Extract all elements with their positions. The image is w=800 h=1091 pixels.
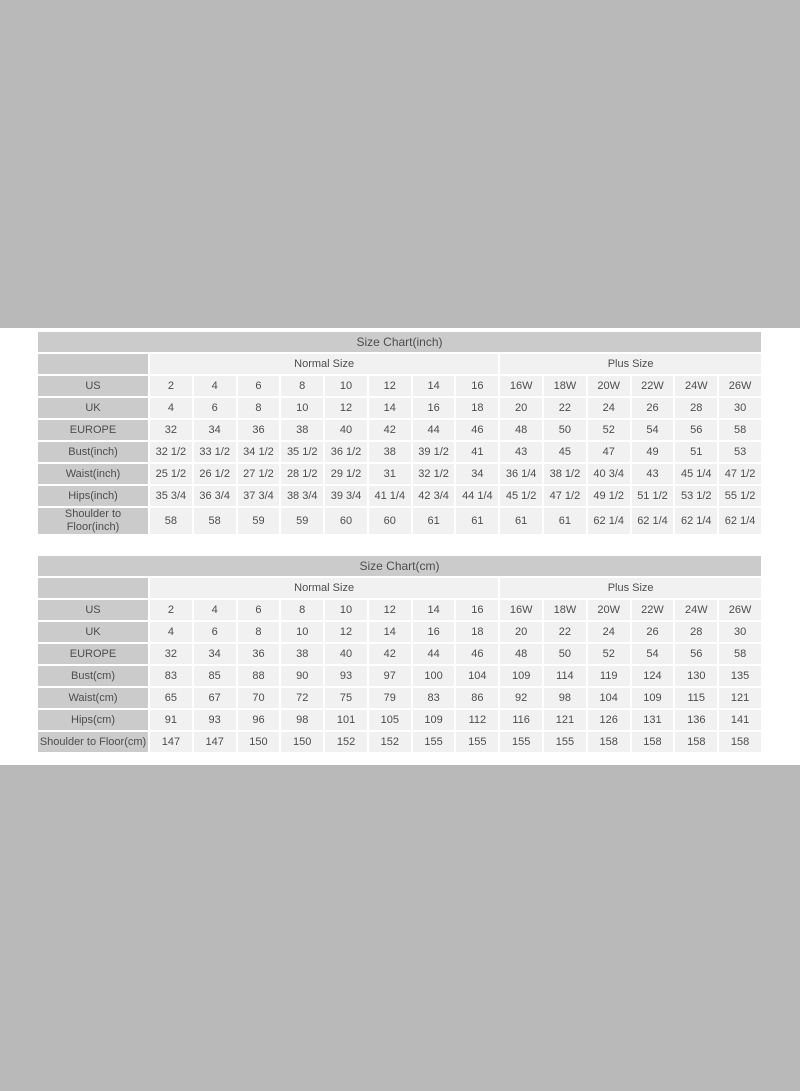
table-cell: 12 <box>369 376 411 396</box>
table-cell: 42 <box>369 420 411 440</box>
table-cell: 6 <box>194 622 236 642</box>
table-cell: 104 <box>456 666 498 686</box>
table-cell: 58 <box>719 644 761 664</box>
table-cell: 26W <box>719 376 761 396</box>
table-cell: 155 <box>544 732 586 752</box>
table-cell: 91 <box>150 710 192 730</box>
corner-cell <box>38 578 148 598</box>
table-cell: 141 <box>719 710 761 730</box>
table-cell: 38 3/4 <box>281 486 323 506</box>
table-cell: 16 <box>413 622 455 642</box>
table-cell: 109 <box>413 710 455 730</box>
table-cell: 93 <box>325 666 367 686</box>
table-cell: 92 <box>500 688 542 708</box>
row-label: Waist(cm) <box>38 688 148 708</box>
table-row <box>38 486 761 506</box>
table-cell: 26 <box>632 398 674 418</box>
table-cell: 22 <box>544 622 586 642</box>
table-cell: 121 <box>544 710 586 730</box>
table-cell: 20W <box>588 376 630 396</box>
table-cell: 4 <box>194 600 236 620</box>
table-cell: 45 1/2 <box>500 486 542 506</box>
table-cell: 37 3/4 <box>238 486 280 506</box>
table-row <box>38 398 761 418</box>
table-cell: 46 <box>456 420 498 440</box>
table-title-row <box>38 556 761 576</box>
table-cell: 121 <box>719 688 761 708</box>
column-group-header: Plus Size <box>500 578 761 598</box>
table-cell: 25 1/2 <box>150 464 192 484</box>
size-table-cm <box>36 554 763 754</box>
table-cell: 40 3/4 <box>588 464 630 484</box>
table-cell: 35 1/2 <box>281 442 323 462</box>
column-group-header: Normal Size <box>150 578 498 598</box>
table-cell: 38 <box>281 420 323 440</box>
table-cell: 75 <box>325 688 367 708</box>
table-cell: 8 <box>281 376 323 396</box>
table-cell: 90 <box>281 666 323 686</box>
table-cell: 130 <box>675 666 717 686</box>
table-cell: 65 <box>150 688 192 708</box>
table-cell: 38 <box>281 644 323 664</box>
table-row <box>38 376 761 396</box>
table-cell: 158 <box>588 732 630 752</box>
table-row <box>38 600 761 620</box>
table-cell: 60 <box>369 508 411 534</box>
table-cell: 30 <box>719 398 761 418</box>
table-cell: 158 <box>719 732 761 752</box>
table-cell: 58 <box>194 508 236 534</box>
table-cell: 16 <box>456 600 498 620</box>
table-cell: 158 <box>675 732 717 752</box>
table-cell: 36 3/4 <box>194 486 236 506</box>
table-cell: 98 <box>281 710 323 730</box>
table-cell: 4 <box>150 398 192 418</box>
table-cell: 152 <box>325 732 367 752</box>
table-cell: 26 1/2 <box>194 464 236 484</box>
table-cell: 34 <box>456 464 498 484</box>
column-group-header: Normal Size <box>150 354 498 374</box>
table-cell: 56 <box>675 420 717 440</box>
table-cell: 44 <box>413 644 455 664</box>
table-cell: 12 <box>325 622 367 642</box>
column-group-row <box>38 578 761 598</box>
row-label: UK <box>38 398 148 418</box>
table-cell: 12 <box>369 600 411 620</box>
table-cell: 83 <box>150 666 192 686</box>
table-cell: 155 <box>500 732 542 752</box>
table-cell: 18 <box>456 398 498 418</box>
table-cell: 119 <box>588 666 630 686</box>
row-label: Hips(inch) <box>38 486 148 506</box>
table-cell: 43 <box>500 442 542 462</box>
table-cell: 30 <box>719 622 761 642</box>
table-cell: 105 <box>369 710 411 730</box>
table-cell: 61 <box>544 508 586 534</box>
table-cell: 20W <box>588 600 630 620</box>
table-cell: 96 <box>238 710 280 730</box>
table-cell: 61 <box>413 508 455 534</box>
table-cell: 47 <box>588 442 630 462</box>
table-row <box>38 420 761 440</box>
table-cell: 26W <box>719 600 761 620</box>
table-cell: 22 <box>544 398 586 418</box>
table-cell: 59 <box>238 508 280 534</box>
table-cell: 147 <box>150 732 192 752</box>
table-cell: 52 <box>588 420 630 440</box>
table-cell: 49 <box>632 442 674 462</box>
table-cell: 47 1/2 <box>544 486 586 506</box>
table-cell: 24 <box>588 398 630 418</box>
table-title: Size Chart(cm) <box>38 556 761 576</box>
table-cell: 31 <box>369 464 411 484</box>
table-cell: 8 <box>281 600 323 620</box>
table-cell: 28 <box>675 398 717 418</box>
table-cell: 18W <box>544 600 586 620</box>
table-cell: 147 <box>194 732 236 752</box>
table-cell: 135 <box>719 666 761 686</box>
table-row <box>38 644 761 664</box>
table-cell: 50 <box>544 644 586 664</box>
table-cell: 62 1/4 <box>719 508 761 534</box>
table-cell: 60 <box>325 508 367 534</box>
table-cell: 83 <box>413 688 455 708</box>
table-cell: 45 <box>544 442 586 462</box>
table-cell: 16W <box>500 600 542 620</box>
table-row <box>38 442 761 462</box>
table-cell: 72 <box>281 688 323 708</box>
table-cell: 104 <box>588 688 630 708</box>
table-cell: 32 1/2 <box>413 464 455 484</box>
table-cell: 33 1/2 <box>194 442 236 462</box>
row-label: EUROPE <box>38 644 148 664</box>
size-table-inch <box>36 330 763 536</box>
row-label: Bust(inch) <box>38 442 148 462</box>
table-cell: 36 <box>238 420 280 440</box>
table-cell: 150 <box>281 732 323 752</box>
table-cell: 18W <box>544 376 586 396</box>
table-cell: 20 <box>500 398 542 418</box>
table-title: Size Chart(inch) <box>38 332 761 352</box>
table-cell: 53 1/2 <box>675 486 717 506</box>
table-cell: 39 3/4 <box>325 486 367 506</box>
table-cell: 34 <box>194 644 236 664</box>
table-cell: 20 <box>500 622 542 642</box>
table-cell: 14 <box>369 622 411 642</box>
table-cell: 8 <box>238 398 280 418</box>
size-chart-panel <box>0 328 800 765</box>
table-cell: 136 <box>675 710 717 730</box>
table-cell: 10 <box>281 622 323 642</box>
table-cell: 47 1/2 <box>719 464 761 484</box>
table-cell: 29 1/2 <box>325 464 367 484</box>
table-cell: 27 1/2 <box>238 464 280 484</box>
table-cell: 112 <box>456 710 498 730</box>
table-cell: 24W <box>675 376 717 396</box>
table-cell: 86 <box>456 688 498 708</box>
table-cell: 53 <box>719 442 761 462</box>
table-cell: 109 <box>632 688 674 708</box>
table-cell: 131 <box>632 710 674 730</box>
table-cell: 48 <box>500 644 542 664</box>
table-title-row <box>38 332 761 352</box>
table-cell: 24W <box>675 600 717 620</box>
table-cell: 16 <box>456 376 498 396</box>
table-cell: 4 <box>194 376 236 396</box>
table-cell: 152 <box>369 732 411 752</box>
table-row <box>38 666 761 686</box>
table-cell: 28 1/2 <box>281 464 323 484</box>
row-label: Bust(cm) <box>38 666 148 686</box>
table-cell: 100 <box>413 666 455 686</box>
table-cell: 14 <box>413 600 455 620</box>
table-cell: 10 <box>325 376 367 396</box>
table-cell: 14 <box>413 376 455 396</box>
table-cell: 10 <box>325 600 367 620</box>
table-cell: 58 <box>150 508 192 534</box>
table-cell: 49 1/2 <box>588 486 630 506</box>
table-cell: 38 1/2 <box>544 464 586 484</box>
table-cell: 18 <box>456 622 498 642</box>
row-label: EUROPE <box>38 420 148 440</box>
table-cell: 22W <box>632 376 674 396</box>
table-cell: 4 <box>150 622 192 642</box>
table-cell: 126 <box>588 710 630 730</box>
table-cell: 115 <box>675 688 717 708</box>
column-group-row <box>38 354 761 374</box>
table-cell: 42 <box>369 644 411 664</box>
table-cell: 61 <box>456 508 498 534</box>
table-cell: 70 <box>238 688 280 708</box>
table-cell: 44 <box>413 420 455 440</box>
table-cell: 36 <box>238 644 280 664</box>
table-cell: 79 <box>369 688 411 708</box>
table-cell: 51 1/2 <box>632 486 674 506</box>
table-cell: 109 <box>500 666 542 686</box>
table-cell: 114 <box>544 666 586 686</box>
table-cell: 38 <box>369 442 411 462</box>
column-group-header: Plus Size <box>500 354 761 374</box>
table-cell: 2 <box>150 600 192 620</box>
table-cell: 42 3/4 <box>413 486 455 506</box>
table-cell: 34 1/2 <box>238 442 280 462</box>
table-cell: 155 <box>456 732 498 752</box>
table-cell: 39 1/2 <box>413 442 455 462</box>
table-cell: 158 <box>632 732 674 752</box>
table-cell: 50 <box>544 420 586 440</box>
table-cell: 6 <box>238 376 280 396</box>
table-cell: 62 1/4 <box>632 508 674 534</box>
table-cell: 59 <box>281 508 323 534</box>
table-cell: 155 <box>413 732 455 752</box>
table-cell: 44 1/4 <box>456 486 498 506</box>
table-cell: 124 <box>632 666 674 686</box>
corner-cell <box>38 354 148 374</box>
table-cell: 12 <box>325 398 367 418</box>
table-cell: 35 3/4 <box>150 486 192 506</box>
table-cell: 62 1/4 <box>588 508 630 534</box>
table-cell: 85 <box>194 666 236 686</box>
table-cell: 26 <box>632 622 674 642</box>
table-cell: 10 <box>281 398 323 418</box>
table-cell: 150 <box>238 732 280 752</box>
table-cell: 8 <box>238 622 280 642</box>
table-cell: 16W <box>500 376 542 396</box>
table-cell: 116 <box>500 710 542 730</box>
table-cell: 61 <box>500 508 542 534</box>
row-label: Shoulder to Floor(inch) <box>38 508 148 534</box>
table-cell: 32 <box>150 420 192 440</box>
table-cell: 2 <box>150 376 192 396</box>
table-cell: 6 <box>194 398 236 418</box>
table-cell: 43 <box>632 464 674 484</box>
table-cell: 101 <box>325 710 367 730</box>
table-cell: 54 <box>632 644 674 664</box>
table-cell: 98 <box>544 688 586 708</box>
table-cell: 6 <box>238 600 280 620</box>
table-cell: 56 <box>675 644 717 664</box>
table-cell: 67 <box>194 688 236 708</box>
table-row <box>38 464 761 484</box>
table-cell: 48 <box>500 420 542 440</box>
table-row <box>38 508 761 534</box>
row-label: US <box>38 376 148 396</box>
row-label: Shoulder to Floor(cm) <box>38 732 148 752</box>
table-cell: 62 1/4 <box>675 508 717 534</box>
table-row <box>38 688 761 708</box>
table-row <box>38 622 761 642</box>
table-row <box>38 710 761 730</box>
table-cell: 93 <box>194 710 236 730</box>
table-cell: 36 1/4 <box>500 464 542 484</box>
table-cell: 24 <box>588 622 630 642</box>
table-cell: 41 1/4 <box>369 486 411 506</box>
row-label: UK <box>38 622 148 642</box>
table-cell: 32 1/2 <box>150 442 192 462</box>
table-cell: 28 <box>675 622 717 642</box>
table-cell: 46 <box>456 644 498 664</box>
table-cell: 40 <box>325 420 367 440</box>
table-cell: 34 <box>194 420 236 440</box>
row-label: Waist(inch) <box>38 464 148 484</box>
table-cell: 55 1/2 <box>719 486 761 506</box>
table-cell: 16 <box>413 398 455 418</box>
table-cell: 54 <box>632 420 674 440</box>
table-cell: 14 <box>369 398 411 418</box>
table-cell: 40 <box>325 644 367 664</box>
table-cell: 41 <box>456 442 498 462</box>
row-label: US <box>38 600 148 620</box>
table-cell: 51 <box>675 442 717 462</box>
table-cell: 45 1/4 <box>675 464 717 484</box>
table-row <box>38 732 761 752</box>
table-cell: 97 <box>369 666 411 686</box>
table-cell: 58 <box>719 420 761 440</box>
table-cell: 88 <box>238 666 280 686</box>
table-cell: 36 1/2 <box>325 442 367 462</box>
table-cell: 52 <box>588 644 630 664</box>
row-label: Hips(cm) <box>38 710 148 730</box>
table-cell: 22W <box>632 600 674 620</box>
table-cell: 32 <box>150 644 192 664</box>
